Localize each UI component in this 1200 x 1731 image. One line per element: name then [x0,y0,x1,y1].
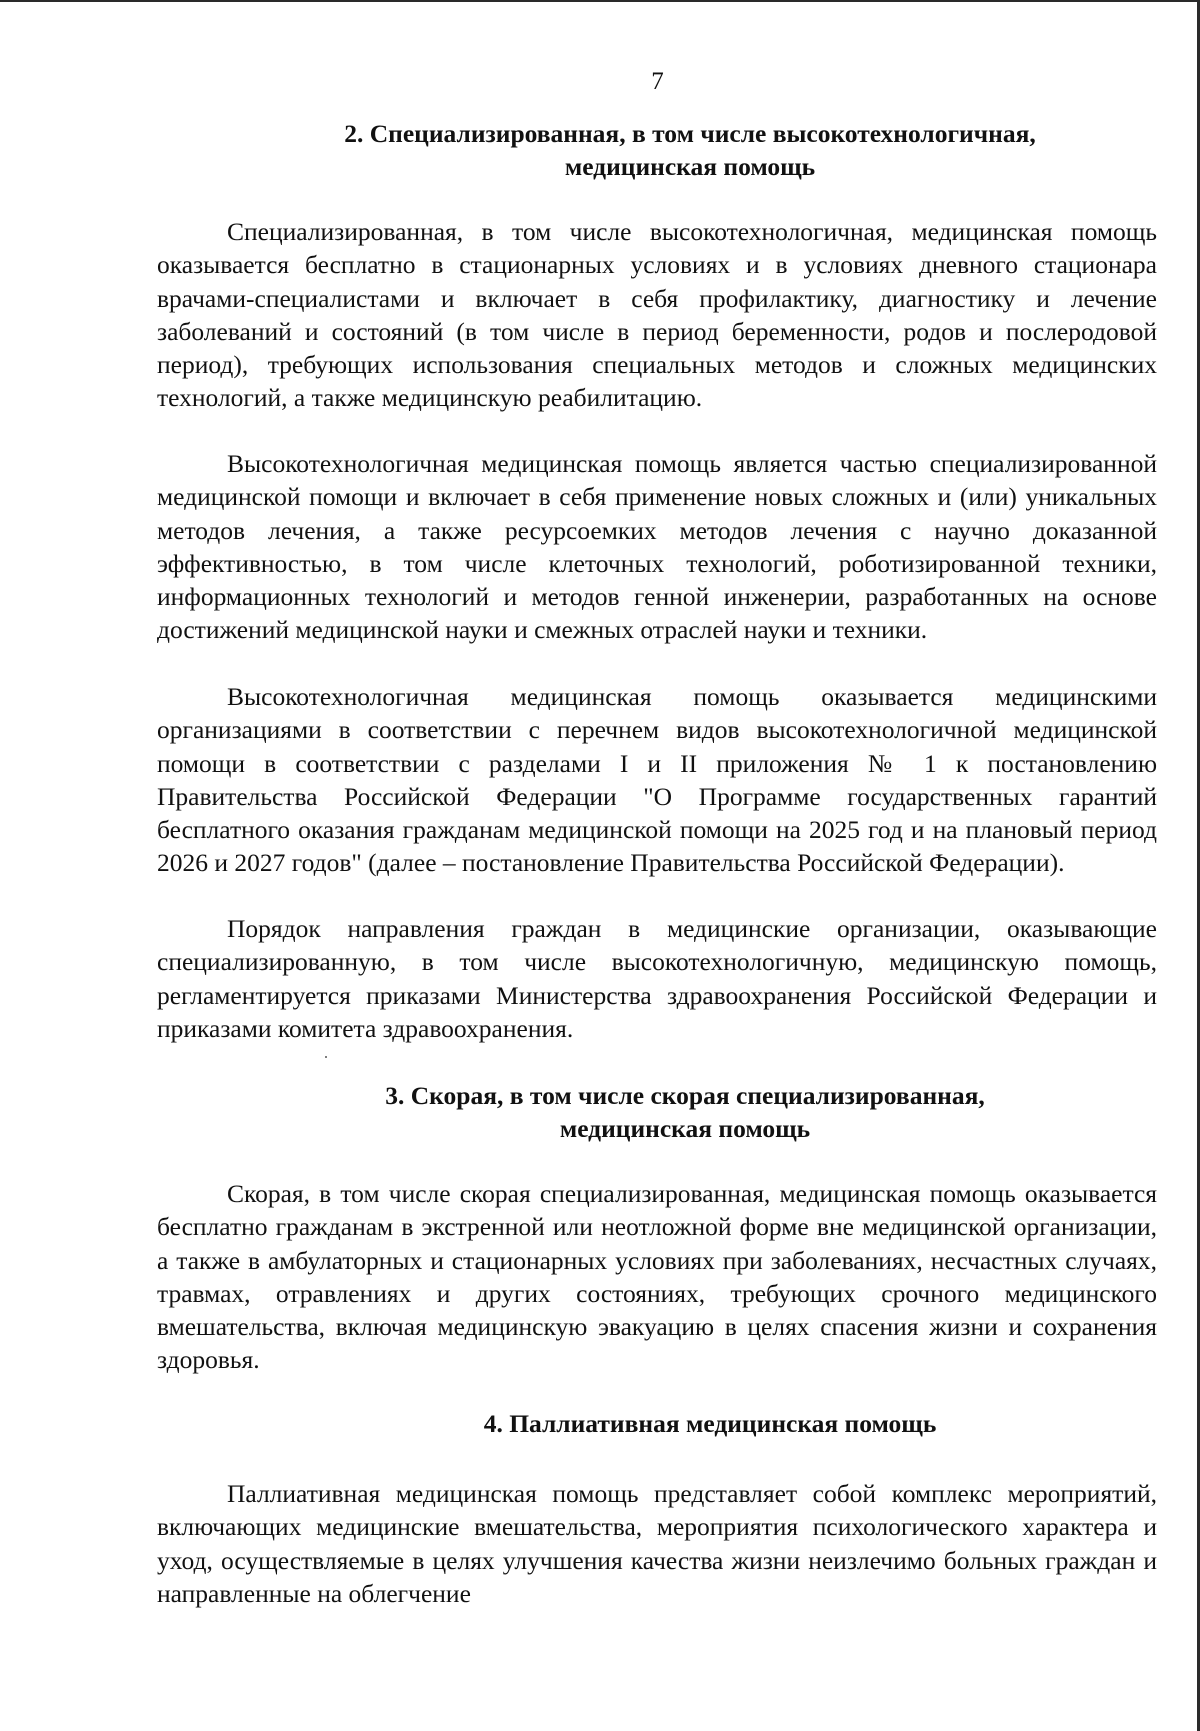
scan-speck [325,1056,327,1058]
section-4-heading-line1: 4. Паллиативная медицинская помощь [483,1409,937,1438]
section-3-paragraph-1: Скорая, в том числе скорая специализированная, медицинская помощь оказывается бесплатно гражданам в экстренной или неотложной форме вне медицинской организации, а также в амбулаторных и стационарных условиях при заболеваниях, несчастных случаях, травмах, отравлениях и других состояниях, требующих срочного медицинского вмешательства, включая медицинскую эвакуацию в целях спасения жизни и сохранения здоровья. [157,1179,1157,1375]
section-3-heading-line1: 3. Скорая, в том числе скорая специализированная, [385,1081,985,1110]
section-2-heading [290,117,1090,183]
section-3-heading [320,1079,1050,1145]
section-3-heading-line2: медицинская помощь [559,1114,811,1143]
section-2-heading-line2: медицинская помощь [564,152,816,181]
section-2-paragraph-1: Специализированная, в том числе высокотехнологичная, медицинская помощь оказывается бесплатно в стационарных условиях и в условиях дневного стационара врачами-специалистами и включает в себя профилактику, диагностику и лечение заболеваний и состояний (в том числе в период беременности, родов и послеродовой период), требующих использования специальных методов и сложных медицинских технологий, а также медицинскую реабилитацию. [157,217,1157,413]
scan-edge-top [0,0,1200,2]
section-2-paragraph-2: Высокотехнологичная медицинская помощь является частью специализированной медицинской помощи и включает в себя применение новых сложных и (или) уникальных методов лечения, а также ресурсоемких методов лечения с научно доказанной эффективностью, в том числе клеточных технологий, роботизированной техники, информационных технологий и методов генной инженерии, разработанных на основе достижений медицинской науки и смежных отраслей науки и техники. [157,449,1157,645]
section-4-heading [320,1407,1100,1440]
section-2-heading-line1: 2. Специализированная, в том числе высокотехнологичная, [344,119,1036,148]
section-2-paragraph-4: Порядок направления граждан в медицинские организации, оказывающие специализированную, в том числе высокотехнологичную, медицинскую помощь, регламентируется приказами Министерства здравоохранения Российской Федерации и приказами комитета здравоохранения. [157,914,1157,1043]
section-4-paragraph-1: Паллиативная медицинская помощь представляет собой комплекс мероприятий, включающих медицинские вмешательства, мероприятия психологического характера и уход, осуществляемые в целях улучшения качества жизни неизлечимо больных граждан и направленные на облегчение [157,1479,1157,1608]
section-2-paragraph-3: Высокотехнологичная медицинская помощь оказывается медицинскими организациями в соответствии с перечнем видов высокотехнологичной медицинской помощи в соответствии с разделами I и II приложения № 1 к постановлению Правительства Российской Федерации "О Программе государственных гарантий бесплатного оказания гражданам медицинской помощи на 2025 год и на плановый период 2026 и 2027 годов" (далее – постановление Правительства Российской Федерации). [157,682,1157,878]
page-number: 7 [651,68,664,95]
